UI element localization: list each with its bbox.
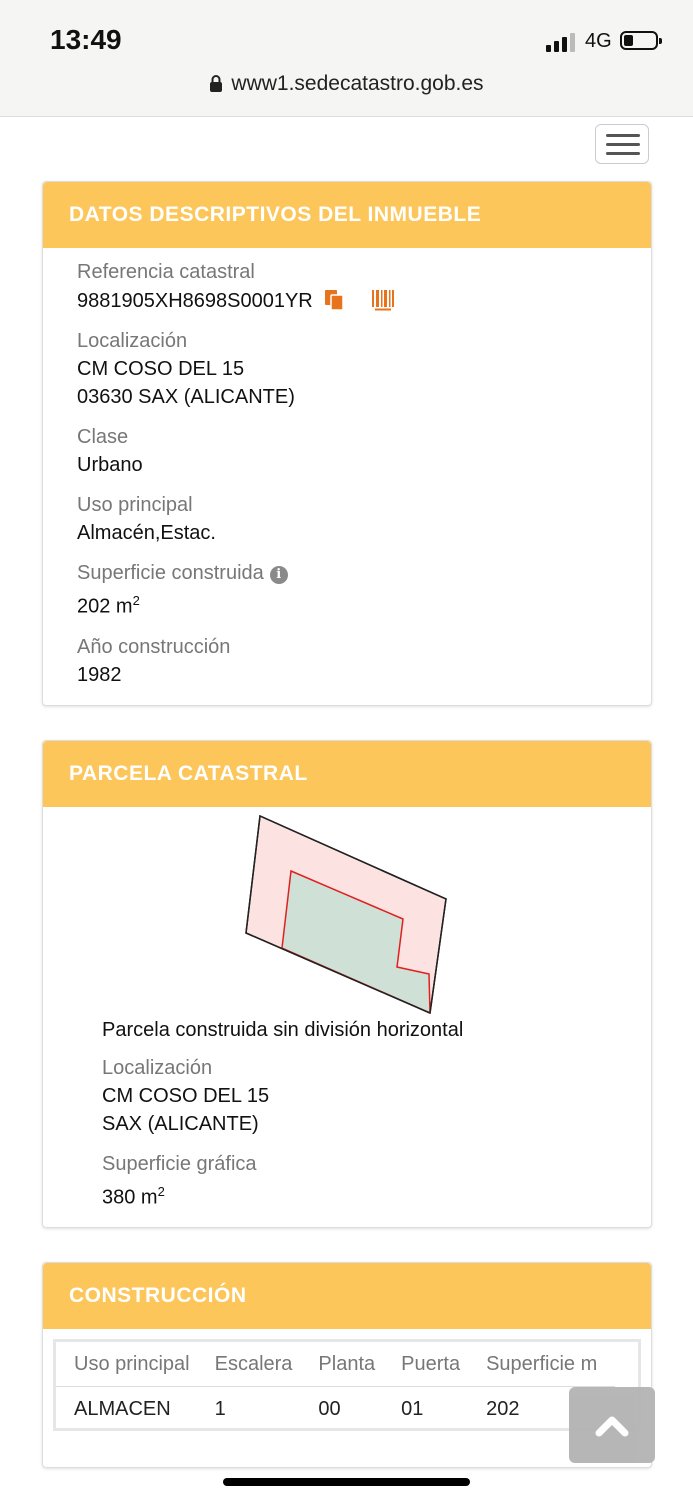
scroll-to-top-button[interactable] xyxy=(569,1387,655,1463)
home-indicator[interactable] xyxy=(223,1478,470,1486)
anio-value: 1982 xyxy=(77,663,122,686)
parcel-panel xyxy=(42,740,652,1228)
clock: 13:49 xyxy=(50,24,122,55)
sup-label-row xyxy=(77,559,394,587)
info-icon[interactable]: i xyxy=(270,566,288,584)
cell-escalera: 1 xyxy=(208,1387,311,1432)
panel-heading: DATOS DESCRIPTIVOS DEL INMUEBLE xyxy=(43,182,651,248)
uso-value: Almacén,Estac. xyxy=(77,522,216,544)
panel-heading: PARCELA CATASTRAL xyxy=(43,741,651,807)
barcode-icon[interactable] xyxy=(372,289,394,311)
chevron-up-icon xyxy=(569,1387,655,1463)
parcel-sup-row xyxy=(102,1178,463,1212)
col-superficie: Superficie m xyxy=(486,1352,598,1375)
col-escalera: Escalera xyxy=(214,1352,293,1375)
ref-value-row xyxy=(77,287,394,315)
status-bar xyxy=(0,0,693,117)
uso-label: Uso principal xyxy=(77,494,193,516)
construction-panel xyxy=(42,1262,652,1468)
cell-puerta: 01 xyxy=(393,1387,478,1432)
construction-table xyxy=(56,1342,615,1431)
parcel-sup-label: Superficie gráfica xyxy=(102,1153,257,1175)
url-bar[interactable] xyxy=(0,72,693,96)
copy-icon[interactable] xyxy=(324,289,344,311)
col-uso: Uso principal xyxy=(74,1352,190,1375)
sup-exponent: 2 xyxy=(132,593,140,608)
parcel-loc-label: Localización xyxy=(102,1057,213,1079)
parcel-loc-line2: SAX (ALICANTE) xyxy=(102,1113,259,1135)
table-row xyxy=(56,1387,615,1432)
table-header-row xyxy=(56,1342,615,1387)
loc-line2: 03630 SAX (ALICANTE) xyxy=(77,386,295,408)
ref-value: 9881905XH8698S0001YR xyxy=(77,290,313,312)
descriptive-data-panel xyxy=(42,181,652,706)
lock-icon xyxy=(209,74,223,92)
col-puerta: Puerta xyxy=(401,1352,461,1375)
loc-label: Localización xyxy=(77,330,188,352)
sup-value: 202 m xyxy=(77,595,133,618)
ref-label: Referencia catastral xyxy=(77,261,255,283)
cell-uso: ALMACEN xyxy=(56,1387,208,1432)
sup-value-row xyxy=(77,587,394,621)
cell-planta: 00 xyxy=(310,1387,393,1432)
parcel-map[interactable] xyxy=(233,811,453,1021)
col-planta: Planta xyxy=(318,1352,376,1375)
parcel-sup-exponent: 2 xyxy=(157,1184,165,1199)
panel-heading: CONSTRUCCIÓN xyxy=(43,1263,651,1329)
menu-button[interactable] xyxy=(595,124,649,164)
signal-icon xyxy=(546,32,578,52)
construction-table-scroll[interactable] xyxy=(53,1339,641,1431)
url-text: www1.sedecatastro.gob.es xyxy=(231,72,484,95)
parcel-sup-value: 380 m xyxy=(102,1186,158,1209)
cell-superficie: 202 xyxy=(478,1387,615,1432)
parcel-type: Parcela construida sin división horizontal xyxy=(102,1019,464,1041)
battery-icon xyxy=(620,31,658,50)
network-type: 4G xyxy=(585,30,612,52)
anio-label: Año construcción xyxy=(77,635,231,658)
parcel-loc-line1: CM COSO DEL 15 xyxy=(102,1085,270,1107)
clase-value: Urbano xyxy=(77,454,143,476)
clase-label: Clase xyxy=(77,426,129,448)
sup-label: Superficie construida xyxy=(77,562,264,584)
loc-line1: CM COSO DEL 15 xyxy=(77,358,245,380)
